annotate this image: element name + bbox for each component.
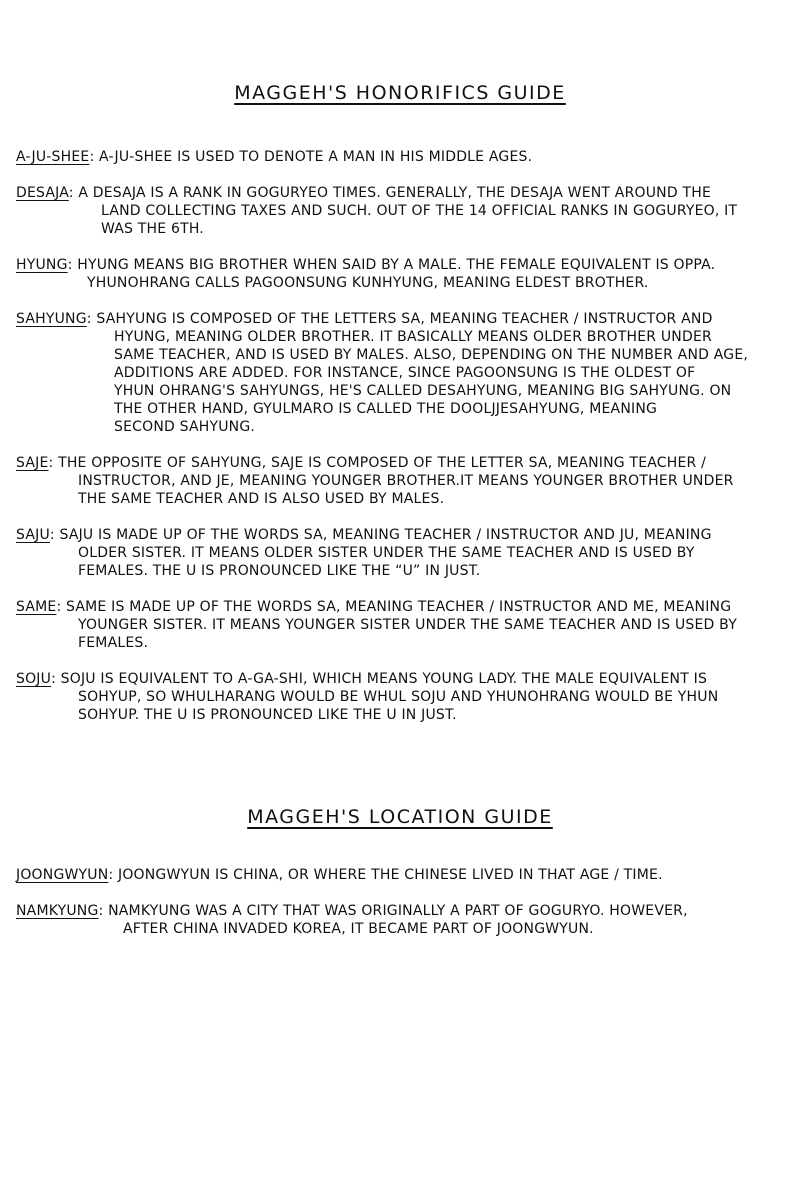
term-label: A-JU-SHEE xyxy=(16,149,90,165)
term-separator: : xyxy=(48,455,59,471)
definition-line xyxy=(16,472,786,490)
location-title: MAGGEH'S LOCATION GUIDE xyxy=(247,806,553,828)
definition-text: SECOND SAHYUNG. xyxy=(114,419,256,435)
definition-text: YOUNGER SISTER. IT MEANS YOUNGER SISTER UNDER THE SAME TEACHER AND IS USED BY xyxy=(78,617,737,633)
honorific-entry xyxy=(16,454,786,508)
term-separator: : xyxy=(98,903,109,919)
term-label: NAMKYUNG xyxy=(16,903,99,919)
definition-line xyxy=(16,598,786,616)
definition-line xyxy=(16,902,786,920)
definition-line xyxy=(16,202,786,220)
term-label: SOJU xyxy=(16,671,52,687)
term-separator: : xyxy=(56,599,67,615)
honorific-entry xyxy=(16,148,786,166)
definition-text: JOONGWYUN IS CHINA, OR WHERE THE CHINESE LIVED IN THAT AGE / TIME. xyxy=(117,867,663,883)
definition-text: FEMALES. THE U IS PRONOUNCED LIKE THE “U” IN JUST. xyxy=(78,563,481,579)
term-label: HYUNG xyxy=(16,257,68,273)
honorific-entry xyxy=(16,256,786,292)
term-label: JOONGWYUN xyxy=(16,867,109,883)
definition-text: THE OPPOSITE OF SAHYUNG, SAJE IS COMPOSED OF THE LETTER SA, MEANING TEACHER / xyxy=(58,455,707,471)
definition-line xyxy=(16,274,786,292)
definition-text: WAS THE 6TH. xyxy=(101,221,204,237)
location-entry xyxy=(16,902,786,938)
location-entry xyxy=(16,866,786,884)
definition-text: LAND COLLECTING TAXES AND SUCH. OUT OF THE 14 OFFICIAL RANKS IN GOGURYEO, IT xyxy=(101,203,738,219)
definition-line xyxy=(16,418,786,436)
definition-text: ADDITIONS ARE ADDED. FOR INSTANCE, SINCE PAGOONSUNG IS THE OLDEST OF xyxy=(114,365,696,381)
definition-line xyxy=(16,454,786,472)
term-separator: : xyxy=(86,311,97,327)
definition-text: SAHYUNG IS COMPOSED OF THE LETTERS SA, MEANING TEACHER / INSTRUCTOR AND xyxy=(96,311,713,327)
term-separator: : xyxy=(68,185,79,201)
definition-text: THE SAME TEACHER AND IS ALSO USED BY MALES. xyxy=(78,491,445,507)
definition-text: YHUN OHRANG'S SAHYUNGS, HE'S CALLED DESAHYUNG, MEANING BIG SAHYUNG. ON xyxy=(114,383,732,399)
definition-line xyxy=(16,670,786,688)
honorific-entry xyxy=(16,670,786,724)
definition-line xyxy=(16,490,786,508)
term-label: SAHYUNG xyxy=(16,311,87,327)
definition-text: SOHYUP. THE U IS PRONOUNCED LIKE THE U IN JUST. xyxy=(78,707,457,723)
definition-line xyxy=(16,328,786,346)
definition-text: HYUNG MEANS BIG BROTHER WHEN SAID BY A MALE. THE FEMALE EQUIVALENT IS OPPA. xyxy=(77,257,716,273)
definition-line xyxy=(16,634,786,652)
definition-line xyxy=(16,256,786,274)
definition-line xyxy=(16,920,786,938)
definition-text: HYUNG, MEANING OLDER BROTHER. IT BASICALLY MEANS OLDER BROTHER UNDER xyxy=(114,329,712,345)
definition-line xyxy=(16,310,786,328)
definition-text: NAMKYUNG WAS A CITY THAT WAS ORIGINALLY A PART OF GOGURYO. HOWEVER, xyxy=(108,903,688,919)
term-label: SAJE xyxy=(16,455,49,471)
term-label: SAJU xyxy=(16,527,50,543)
definition-text: A DESAJA IS A RANK IN GOGURYEO TIMES. GENERALLY, THE DESAJA WENT AROUND THE xyxy=(78,185,712,201)
term-separator: : xyxy=(108,867,118,883)
definition-text: YHUNOHRANG CALLS PAGOONSUNG KUNHYUNG, MEANING ELDEST BROTHER. xyxy=(87,275,649,291)
term-label: DESAJA xyxy=(16,185,69,201)
definition-line xyxy=(16,184,786,202)
honorific-entry xyxy=(16,526,786,580)
term-separator: : xyxy=(67,257,78,273)
definition-text: A-JU-SHEE IS USED TO DENOTE A MAN IN HIS MIDDLE AGES. xyxy=(99,149,533,165)
definition-line xyxy=(16,364,786,382)
definition-text: SOHYUP, SO WHULHARANG WOULD BE WHUL SOJU AND YHUNOHRANG WOULD BE YHUN xyxy=(78,689,719,705)
term-separator: : xyxy=(49,527,60,543)
definition-line xyxy=(16,526,786,544)
definition-text: SAME IS MADE UP OF THE WORDS SA, MEANING TEACHER / INSTRUCTOR AND ME, MEANING xyxy=(66,599,732,615)
term-separator: : xyxy=(89,149,100,165)
honorific-entry xyxy=(16,598,786,652)
definition-line xyxy=(16,544,786,562)
definition-line xyxy=(16,346,786,364)
honorifics-title: MAGGEH'S HONORIFICS GUIDE xyxy=(234,82,566,104)
term-label: SAME xyxy=(16,599,57,615)
definition-text: AFTER CHINA INVADED KOREA, IT BECAME PART OF JOONGWYUN. xyxy=(123,921,594,937)
definition-line xyxy=(16,220,786,238)
definition-text: INSTRUCTOR, AND JE, MEANING YOUNGER BROTHER.IT MEANS YOUNGER BROTHER UNDER xyxy=(78,473,734,489)
definition-text: FEMALES. xyxy=(78,635,149,651)
definition-text: SAME TEACHER, AND IS USED BY MALES. ALSO, DEPENDING ON THE NUMBER AND AGE, xyxy=(114,347,749,363)
term-separator: : xyxy=(51,671,61,687)
definition-line xyxy=(16,562,786,580)
definition-line xyxy=(16,148,786,166)
definition-line xyxy=(16,382,786,400)
definition-line xyxy=(16,688,786,706)
definition-text: SAJU IS MADE UP OF THE WORDS SA, MEANING TEACHER / INSTRUCTOR AND JU, MEANING xyxy=(59,527,712,543)
definition-line xyxy=(16,866,786,884)
definition-text: THE OTHER HAND, GYULMARO IS CALLED THE DOOLJJESAHYUNG, MEANING xyxy=(114,401,658,417)
definition-line xyxy=(16,400,786,418)
definition-text: OLDER SISTER. IT MEANS OLDER SISTER UNDER THE SAME TEACHER AND IS USED BY xyxy=(78,545,695,561)
honorific-entry xyxy=(16,184,786,238)
definition-text: SOJU IS EQUIVALENT TO A-GA-SHI, WHICH MEANS YOUNG LADY. THE MALE EQUIVALENT IS xyxy=(60,671,708,687)
definition-line xyxy=(16,706,786,724)
definition-line xyxy=(16,616,786,634)
honorific-entry xyxy=(16,310,786,436)
